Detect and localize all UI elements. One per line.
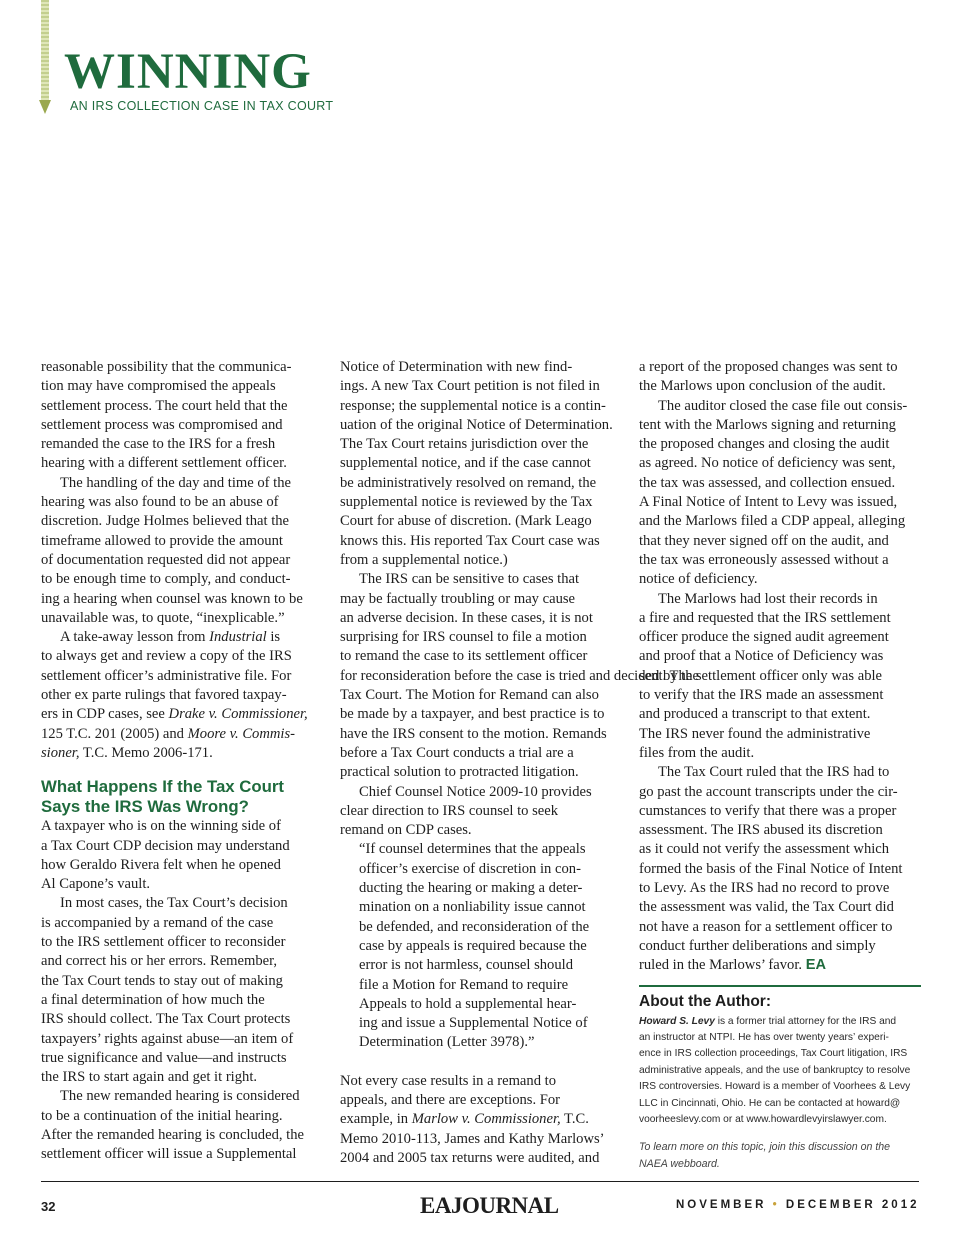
paragraph: reasonable possibility that the communica- tion may have compromised the appeals settlement process. The court held that the settlement process was compromised and remanded the case to the IRS for a fresh hearing with a different settlement officer.: [41, 359, 292, 472]
paragraph: a report of the proposed changes was sent to the Marlows upon conclusion of the audit.: [639, 359, 898, 395]
author-bio: Howard S. Levy is a former trial attorney for the IRS and an instructor at NTPI. He has over twenty years’ experi- ence in IRS collection proceedings, Tax Court litigation, IRS administrative appeals, and the use of bankruptcy to resolve IRS controversies. Howard is a member of Voorhees & Levy LLC in Cincinnati, Ohio. He can be contacted at howard@ voorheeslevy.com or at www.howardlevyirslawyer.com.: [639, 1015, 911, 1125]
learn-more-note: To learn more on this topic, join this discussion on the NAEA webboard.: [639, 1141, 891, 1170]
page-title: WINNING: [64, 44, 312, 100]
divider: [639, 985, 921, 987]
paragraph: The Tax Court ruled that the IRS had to go past the account transcripts under the cir- cumstances to verify that there was a proper assessment. The IRS abused its discretion as it could not verify the assessment which formed the basis of the Final Notice of Intent to Levy. As the IRS had no record to prove the assessment was valid, the Tax Court did not have a reason for a settlement officer to conduct further deliberations and simply ruled in the Marlows’ favor. EA: [639, 764, 903, 974]
article-column-3: [639, 358, 921, 1172]
paragraph: A take-away lesson from Industrial is to always get and review a copy of the IRS settlement officer’s administrative file. For other ex parte rulings that favored taxpay- ers in CDP cases, see Drake v. Commissioner, 125 T.C. 201 (2005) and Moore v. Commis- sioner, T.C. Memo 2006-171.: [41, 629, 308, 761]
paragraph: Chief Counsel Notice 2009-10 provides clear direction to IRS counsel to seek remand on CDP cases.: [340, 783, 592, 839]
paragraph: The IRS can be sensitive to cases that may be factually troubling or may cause an adverse decision. In these cases, it is not surprising for IRS counsel to file a motion to remand the case to its settlement officer for reconsideration before the case is tried and decided by the Tax Court. The Motion for Remand can also be made by a taxpayer, and best practice is to have the IRS consent to the motion. Remands before a Tax Court conducts a trial are a practical solution to protracted litigation.: [340, 571, 700, 781]
paragraph: Not every case results in a remand to appeals, and there are exceptions. For example, in Marlow v. Commissioner, T.C. Memo 2010-113, James and Kathy Marlows’ 2004 and 2005 tax returns were audited, and: [340, 1072, 605, 1166]
paragraph: The Marlows had lost their records in a fire and requested that the IRS settlement officer produce the signed audit agreement and proof that a Notice of Deficiency was sent. The settlement officer only was able to verify that the IRS made an assessment and produced a transcript to that extent. The IRS never found the administrative files from the audit.: [639, 590, 891, 761]
issue-date: NOVEMBER • DECEMBER 2012: [676, 1199, 920, 1211]
decorative-vertical-rule: [41, 0, 49, 102]
footer-divider: [41, 1181, 919, 1182]
article-column-1: [41, 358, 323, 1165]
journal-logo: EAJOURNAL: [420, 1193, 559, 1218]
paragraph: The new remanded hearing is considered to be a continuation of the initial hearing. After the remanded hearing is concluded, the settlement officer will issue a Supplemental: [41, 1088, 304, 1163]
paragraph: The handling of the day and time of the hearing was also found to be an abuse of discretion. Judge Holmes believed that the timeframe allowed to provide the amount of documentation requested did not appear to be enough time to comply, and conduct- ing a hearing when counsel was known to be unavailable was, to quote, “inexplicable.”: [41, 474, 303, 626]
paragraph: Notice of Determination with new find- ings. A new Tax Court petition is not filed in response; the supplemental notice is a contin- uation of the original Notice of Determination. The Tax Court retains jurisdiction over the supplemental notice, and if the case cannot be administratively resolved on remand, the supplemental notice is reviewed by the Tax Court for abuse of discretion. (Mark Leago knows this. His reported Tax Court case was from a supplemental notice.): [340, 359, 613, 568]
author-name: Howard S. Levy: [639, 1015, 715, 1027]
end-mark: EA: [805, 957, 826, 974]
paragraph: A taxpayer who is on the winning side of a Tax Court CDP decision may understand how Geraldo Rivera felt when he opened Al Capone’s vault.: [41, 818, 290, 893]
paragraph: In most cases, the Tax Court’s decision is accompanied by a remand of the case to the IRS settlement officer to reconsider and correct his or her errors. Remember, the Tax Court tends to stay out of making a final determination of how much the IRS should collect. The Tax Court protects taxpayers’ rights against abuse—an item of true significance and value—and instructs the IRS to start again and get it right.: [41, 895, 294, 1086]
arrow-down-icon: [39, 100, 51, 114]
separator-dot: •: [772, 1199, 780, 1211]
about-author-heading: About the Author:: [639, 992, 771, 1010]
section-heading: What Happens If the Tax Court Says the IRS Was Wrong?: [41, 777, 285, 816]
block-quote: “If counsel determines that the appeals officer’s exercise of discretion in con- ducting the hearing or making a deter- mination on a nonliability issue cannot be defended, and reconsideration of the case by appeals is required because the error is not harmless, counsel should file a Motion for Remand to require Appeals to hold a supplemental hear- ing and issue a Supplemental Notice of Determination (Letter 3978).”: [359, 841, 590, 1051]
page-subtitle: AN IRS COLLECTION CASE IN TAX COURT: [70, 99, 334, 113]
paragraph: The auditor closed the case file out consis- tent with the Marlows signing and returning the proposed changes and closing the audit as agreed. No notice of deficiency was sent, the tax was assessed, and collection ensued. A Final Notice of Intent to Levy was issued, and the Marlows filed a CDP appeal, alleging that they never signed off on the audit, and the tax was erroneously assessed without a notice of deficiency.: [639, 397, 908, 588]
page-number: 32: [41, 1199, 56, 1214]
